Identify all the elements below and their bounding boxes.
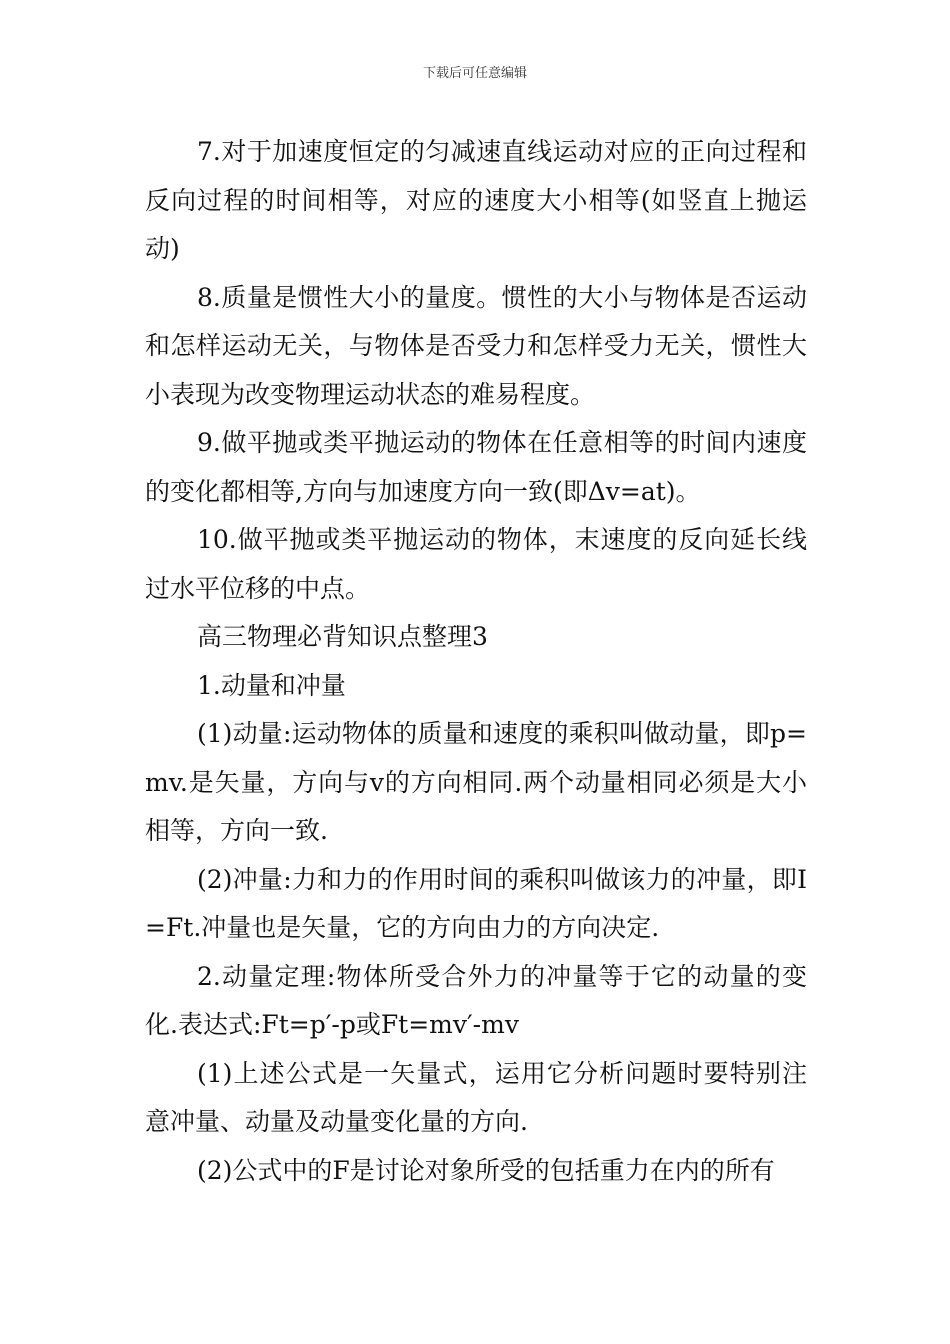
paragraph-item-10: 10.做平抛或类平抛运动的物体，末速度的反向延长线过水平位移的中点。 — [145, 525, 807, 603]
paragraph-impulse: (2)冲量:力和力的作用时间的乘积叫做该力的冲量，即I=Ft.冲量也是矢量，它的方向由力的方向决定. — [145, 864, 807, 942]
paragraph-vector-note: (1)上述公式是一矢量式，运用它分析问题时要特别注意冲量、动量及动量变化量的方向. — [145, 1058, 807, 1136]
document-body — [145, 128, 807, 1195]
subheading-momentum-impulse: 1.动量和冲量 — [197, 670, 346, 700]
paragraph-momentum-theorem: 2.动量定理:物体所受合外力的冲量等于它的动量的变化.表达式:Ft=p′-p或Ft=mv′-mv — [145, 961, 807, 1039]
paragraph-item-8: 8.质量是惯性大小的量度。惯性的大小与物体是否运动和怎样运动无关，与物体是否受力和怎样受力无关，惯性大小表现为改变物理运动状态的难易程度。 — [145, 282, 807, 409]
paragraph-item-9: 9.做平抛或类平抛运动的物体在任意相等的时间内速度的变化都相等,方向与加速度方向一致(即Δv=at)。 — [145, 428, 807, 506]
page-header-note: 下载后可任意编辑 — [422, 66, 527, 81]
paragraph-force-note: (2)公式中的F是讨论对象所受的包括重力在内的所有 — [197, 1155, 775, 1185]
paragraph-item-7: 7.对于加速度恒定的匀减速直线运动对应的正向过程和反向过程的时间相等，对应的速度大小相等(如竖直上抛运动) — [145, 137, 807, 263]
section-heading: 高三物理必背知识点整理3 — [197, 622, 488, 651]
paragraph-momentum: (1)动量:运动物体的质量和速度的乘积叫做动量，即p=mv.是矢量，方向与v的方向相同.两个动量相同必须是大小相等，方向一致. — [145, 719, 807, 845]
